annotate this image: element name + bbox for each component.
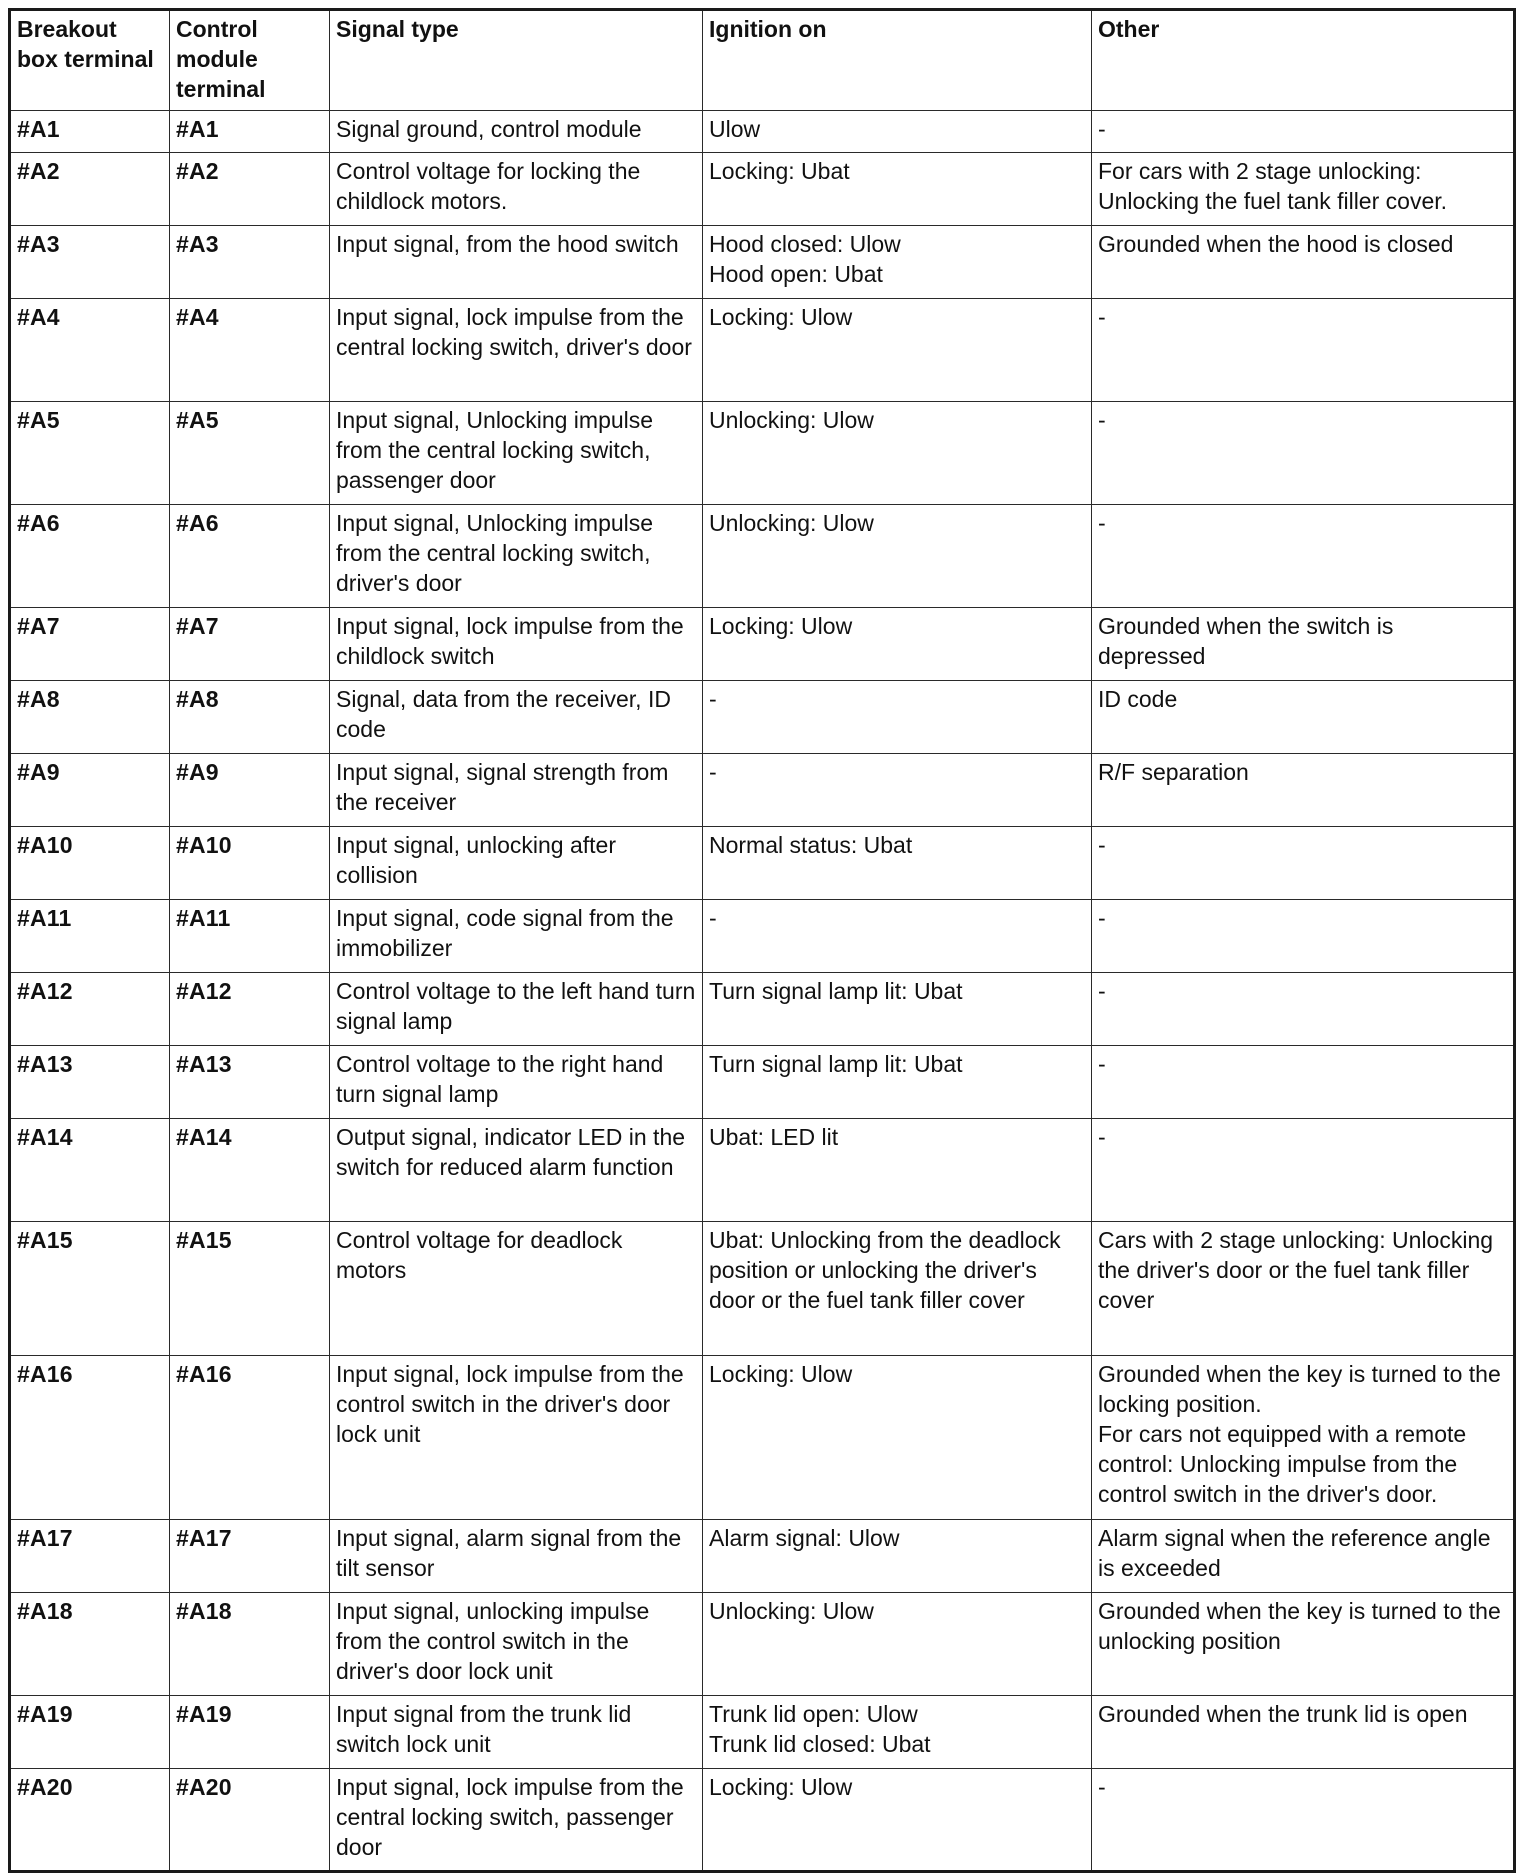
breakout-terminal-cell: #A3 [10,226,170,299]
signal-type-cell: Control voltage to the right hand turn signal lamp [330,1046,703,1119]
table-row [10,973,1515,1046]
breakout-terminal-cell: #A4 [10,299,170,402]
ignition-on-cell: - [703,681,1092,754]
other-cell: - [1092,402,1515,505]
signal-type-cell: Input signal, unlocking after collision [330,827,703,900]
other-cell: - [1092,973,1515,1046]
control-module-terminal-cell: #A17 [170,1520,330,1593]
breakout-terminal-cell: #A9 [10,754,170,827]
breakout-terminal-cell: #A16 [10,1356,170,1520]
control-module-terminal-cell: #A12 [170,973,330,1046]
ignition-on-cell: Ubat: Unlocking from the deadlock position or unlocking the driver's door or the fuel tank filler cover [703,1222,1092,1356]
other-cell: - [1092,1769,1515,1872]
table-row [10,1696,1515,1769]
table-row [10,226,1515,299]
ignition-on-cell: Trunk lid open: Ulow Trunk lid closed: Ubat [703,1696,1092,1769]
breakout-terminal-cell: #A8 [10,681,170,754]
ignition-on-cell: Locking: Ubat [703,153,1092,226]
table-row [10,505,1515,608]
terminal-table [8,8,1516,1873]
header-breakout-terminal: Breakout box terminal [10,10,170,111]
control-module-terminal-cell: #A7 [170,608,330,681]
ignition-on-cell: Locking: Ulow [703,1769,1092,1872]
breakout-terminal-cell: #A1 [10,111,170,153]
signal-type-cell: Input signal, lock impulse from the central locking switch, passenger door [330,1769,703,1872]
breakout-terminal-cell: #A10 [10,827,170,900]
other-cell: Alarm signal when the reference angle is exceeded [1092,1520,1515,1593]
other-cell: - [1092,827,1515,900]
control-module-terminal-cell: #A16 [170,1356,330,1520]
other-cell: Grounded when the key is turned to the locking position. For cars not equipped with a remote control: Unlocking impulse from the control switch in the driver's door. [1092,1356,1515,1520]
other-cell: ID code [1092,681,1515,754]
control-module-terminal-cell: #A13 [170,1046,330,1119]
control-module-terminal-cell: #A15 [170,1222,330,1356]
signal-type-cell: Input signal, Unlocking impulse from the central locking switch, driver's door [330,505,703,608]
other-cell: Grounded when the trunk lid is open [1092,1696,1515,1769]
table-row [10,402,1515,505]
other-cell: - [1092,1119,1515,1222]
breakout-terminal-cell: #A18 [10,1593,170,1696]
table-row [10,111,1515,153]
breakout-terminal-cell: #A11 [10,900,170,973]
other-cell: Cars with 2 stage unlocking: Unlocking the driver's door or the fuel tank filler cover [1092,1222,1515,1356]
ignition-on-cell: Locking: Ulow [703,1356,1092,1520]
other-cell: Grounded when the key is turned to the unlocking position [1092,1593,1515,1696]
table-row [10,153,1515,226]
ignition-on-cell: Ubat: LED lit [703,1119,1092,1222]
control-module-terminal-cell: #A3 [170,226,330,299]
table-row [10,1046,1515,1119]
table-row [10,1356,1515,1520]
table-row [10,1520,1515,1593]
signal-type-cell: Input signal, alarm signal from the tilt sensor [330,1520,703,1593]
signal-type-cell: Input signal, signal strength from the receiver [330,754,703,827]
table-row [10,827,1515,900]
control-module-terminal-cell: #A11 [170,900,330,973]
table-row [10,1593,1515,1696]
signal-type-cell: Input signal, lock impulse from the control switch in the driver's door lock unit [330,1356,703,1520]
ignition-on-cell: - [703,754,1092,827]
signal-type-cell: Input signal, code signal from the immobilizer [330,900,703,973]
control-module-terminal-cell: #A14 [170,1119,330,1222]
signal-type-cell: Signal, data from the receiver, ID code [330,681,703,754]
table-row [10,299,1515,402]
breakout-terminal-cell: #A20 [10,1769,170,1872]
other-cell: - [1092,111,1515,153]
header-control-module-terminal: Control module terminal [170,10,330,111]
signal-type-cell: Input signal, lock impulse from the childlock switch [330,608,703,681]
ignition-on-cell: Unlocking: Ulow [703,402,1092,505]
other-cell: - [1092,299,1515,402]
control-module-terminal-cell: #A6 [170,505,330,608]
control-module-terminal-cell: #A18 [170,1593,330,1696]
other-cell: - [1092,505,1515,608]
table-row [10,900,1515,973]
ignition-on-cell: Alarm signal: Ulow [703,1520,1092,1593]
other-cell: For cars with 2 stage unlocking: Unlocking the fuel tank filler cover. [1092,153,1515,226]
table-row [10,681,1515,754]
table-body [10,111,1515,1872]
ignition-on-cell: Turn signal lamp lit: Ubat [703,1046,1092,1119]
control-module-terminal-cell: #A10 [170,827,330,900]
table-row [10,1222,1515,1356]
breakout-terminal-cell: #A13 [10,1046,170,1119]
signal-type-cell: Input signal, from the hood switch [330,226,703,299]
signal-type-cell: Input signal, Unlocking impulse from the central locking switch, passenger door [330,402,703,505]
control-module-terminal-cell: #A9 [170,754,330,827]
control-module-terminal-cell: #A1 [170,111,330,153]
header-ignition-on: Ignition on [703,10,1092,111]
breakout-terminal-cell: #A15 [10,1222,170,1356]
ignition-on-cell: - [703,900,1092,973]
breakout-terminal-cell: #A6 [10,505,170,608]
other-cell: Grounded when the switch is depressed [1092,608,1515,681]
other-cell: Grounded when the hood is closed [1092,226,1515,299]
ignition-on-cell: Hood closed: Ulow Hood open: Ubat [703,226,1092,299]
breakout-terminal-cell: #A14 [10,1119,170,1222]
breakout-terminal-cell: #A7 [10,608,170,681]
control-module-terminal-cell: #A2 [170,153,330,226]
ignition-on-cell: Turn signal lamp lit: Ubat [703,973,1092,1046]
table-row [10,608,1515,681]
header-other: Other [1092,10,1515,111]
control-module-terminal-cell: #A8 [170,681,330,754]
other-cell: - [1092,900,1515,973]
breakout-terminal-cell: #A5 [10,402,170,505]
ignition-on-cell: Unlocking: Ulow [703,1593,1092,1696]
breakout-terminal-cell: #A12 [10,973,170,1046]
breakout-terminal-cell: #A17 [10,1520,170,1593]
table-row [10,754,1515,827]
signal-type-cell: Control voltage for locking the childlock motors. [330,153,703,226]
header-row [10,10,1515,111]
signal-type-cell: Control voltage for deadlock motors [330,1222,703,1356]
ignition-on-cell: Locking: Ulow [703,608,1092,681]
control-module-terminal-cell: #A5 [170,402,330,505]
signal-type-cell: Signal ground, control module [330,111,703,153]
table-row [10,1769,1515,1872]
breakout-terminal-cell: #A19 [10,1696,170,1769]
signal-type-cell: Control voltage to the left hand turn signal lamp [330,973,703,1046]
other-cell: - [1092,1046,1515,1119]
signal-type-cell: Input signal from the trunk lid switch lock unit [330,1696,703,1769]
ignition-on-cell: Ulow [703,111,1092,153]
signal-type-cell: Input signal, lock impulse from the central locking switch, driver's door [330,299,703,402]
control-module-terminal-cell: #A19 [170,1696,330,1769]
control-module-terminal-cell: #A20 [170,1769,330,1872]
ignition-on-cell: Normal status: Ubat [703,827,1092,900]
signal-type-cell: Output signal, indicator LED in the switch for reduced alarm function [330,1119,703,1222]
table-row [10,1119,1515,1222]
signal-type-cell: Input signal, unlocking impulse from the control switch in the driver's door lock unit [330,1593,703,1696]
ignition-on-cell: Unlocking: Ulow [703,505,1092,608]
control-module-terminal-cell: #A4 [170,299,330,402]
header-signal-type: Signal type [330,10,703,111]
ignition-on-cell: Locking: Ulow [703,299,1092,402]
other-cell: R/F separation [1092,754,1515,827]
breakout-terminal-cell: #A2 [10,153,170,226]
